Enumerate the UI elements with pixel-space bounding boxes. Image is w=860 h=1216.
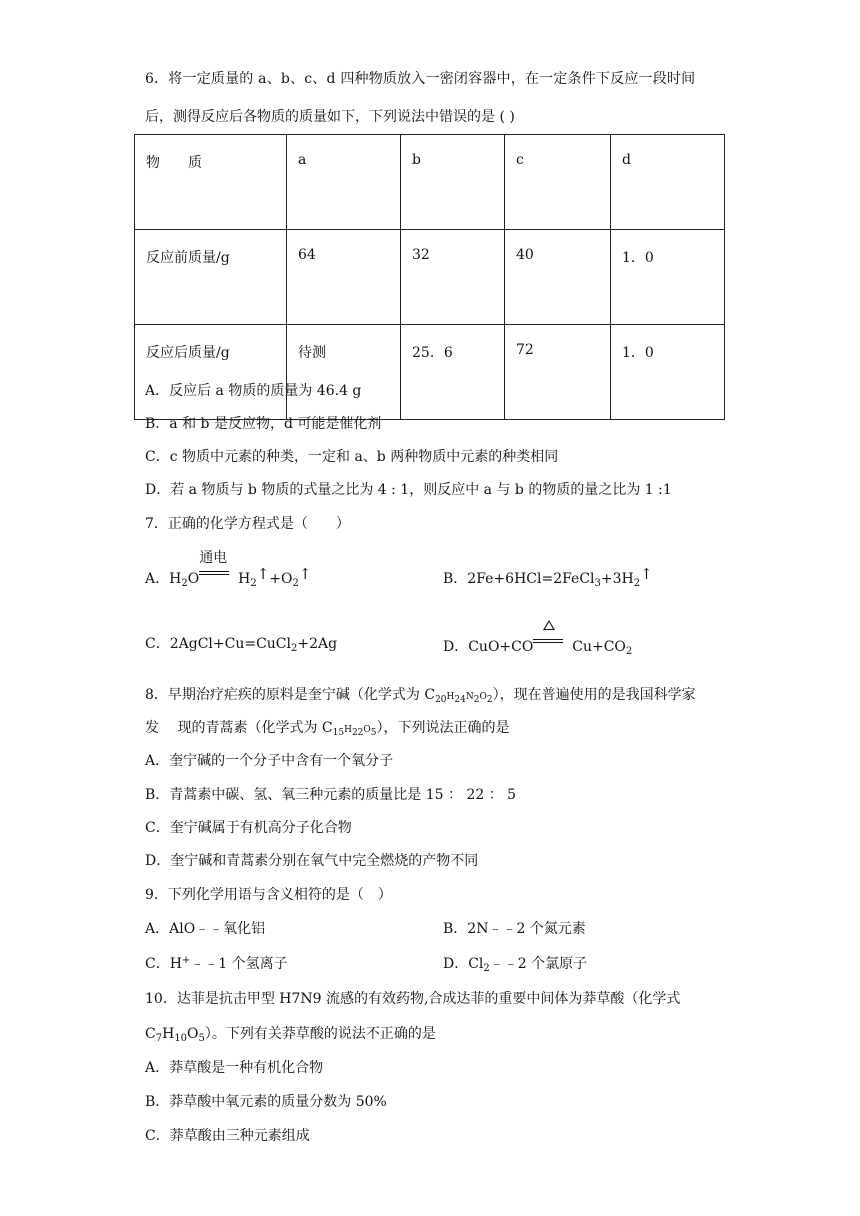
q9-stem: 9．下列化学用语与含义相符的是（ ） xyxy=(145,887,392,903)
table-cell: 1．0 xyxy=(611,230,725,325)
heat-condition xyxy=(533,633,563,653)
q6-option-d: D．若 a 物质与 b 物质的式量之比为 4 : 1，则反应中 a 与 b 的物质的量之比为 1 :1 xyxy=(145,482,672,498)
q6-option-a: A．反应后 a 物质的质量为 46.4 g xyxy=(145,383,362,399)
table-cell: 72 xyxy=(505,325,611,420)
table-cell: 25．6 xyxy=(401,325,505,420)
q8-option-c: C．奎宁碱属于有机高分子化合物 xyxy=(145,820,352,836)
q9-option-d: D．$Cl_2﹣﹣2$ 个氯原子 xyxy=(443,956,588,974)
q8-stem-line1: 8．早期治疗疟疾的原料是奎宁碱（化学式为 $C_{20}H_{24}N_2O_2$），现在普遍使用的是我国科学家 xyxy=(145,687,696,705)
q6-mass-table xyxy=(134,134,725,420)
table-row xyxy=(135,135,725,230)
q7-option-a: A．$H_2O$ 通电 $H_2↑+O_2↑$ xyxy=(145,550,312,589)
table-cell: 40 xyxy=(505,230,611,325)
table-cell: 反应后质量/g xyxy=(135,325,287,420)
gas-arrow-icon: ↑ xyxy=(256,565,270,583)
table-row xyxy=(135,230,725,325)
q7-option-d: D．CuO+CO $Cu+CO_2$ xyxy=(443,633,632,656)
q8-option-a: A．奎宁碱的一个分子中含有一个氧分子 xyxy=(145,753,394,769)
table-cell: b xyxy=(401,135,505,230)
q10-option-c: C．莽草酸由三种元素组成 xyxy=(145,1128,310,1144)
q10-option-b: B．莽草酸中氧元素的质量分数为 50% xyxy=(145,1094,387,1110)
q9-option-a: A．AlO﹣﹣氧化铝 xyxy=(145,921,266,937)
q8-option-b: B．青蒿素中碳、氢、氧三种元素的质量比是 15 ： 22 ： 5 xyxy=(145,787,517,803)
table-cell: 1．0 xyxy=(611,325,725,420)
table-cell: 待测 xyxy=(287,325,401,420)
q6-option-c: C．c 物质中元素的种类，一定和 a、b 两种物质中元素的种类相同 xyxy=(145,449,559,465)
q10-option-a: A．莽草酸是一种有机化合物 xyxy=(145,1060,324,1076)
q8-option-d: D．奎宁碱和青蒿素分别在氧气中完全燃烧的产物不同 xyxy=(145,853,479,869)
table-cell: 64 xyxy=(287,230,401,325)
q7-stem: 7．正确的化学方程式是（ ） xyxy=(145,516,350,532)
q8-stem-line2: 发 现的青蒿素（化学式为 $C_{15}H_{22}O_5$），下列说法正确的是 xyxy=(145,720,510,738)
q9-option-c: C．H+﹣﹣1 个氢离子 xyxy=(145,955,288,972)
table-cell: 物 质 xyxy=(135,135,287,230)
table-cell: a xyxy=(287,135,401,230)
gas-arrow-icon: ↑ xyxy=(298,565,312,583)
q10-stem-line2: $C_7H_{10}O_5$）。下列有关莽草酸的说法不正确的是 xyxy=(145,1026,436,1044)
q6-stem-line1: 6．将一定质量的 a、b、c、d 四种物质放入一密闭容器中，在一定条件下反应一段时间 xyxy=(145,71,696,87)
electrolysis-condition: 通电 xyxy=(199,565,229,585)
q6-option-b: B．a 和 b 是反应物，d 可能是催化剂 xyxy=(145,416,382,432)
q9-option-b: B．2N﹣﹣2 个氮元素 xyxy=(443,921,586,937)
table-cell: d xyxy=(611,135,725,230)
table-cell: c xyxy=(505,135,611,230)
table-cell: 反应前质量/g xyxy=(135,230,287,325)
table-cell: 32 xyxy=(401,230,505,325)
q10-stem-line1: 10．达菲是抗击甲型 H7N9 流感的有效药物,合成达菲的重要中间体为莽草酸（化学式 xyxy=(145,991,681,1007)
q7-option-c: C．2AgCl+Cu=CuCl$_2$+2Ag xyxy=(145,636,338,654)
q7-option-b: B．$2Fe+6HCl=2FeCl_3+3H_2↑$ xyxy=(443,565,653,589)
table-row xyxy=(135,325,725,420)
gas-arrow-icon: ↑ xyxy=(640,565,653,583)
q6-stem-line2: 后，测得反应后各物质的质量如下，下列说法中错误的是 ( ) xyxy=(145,109,515,125)
heat-triangle-icon xyxy=(543,620,555,630)
